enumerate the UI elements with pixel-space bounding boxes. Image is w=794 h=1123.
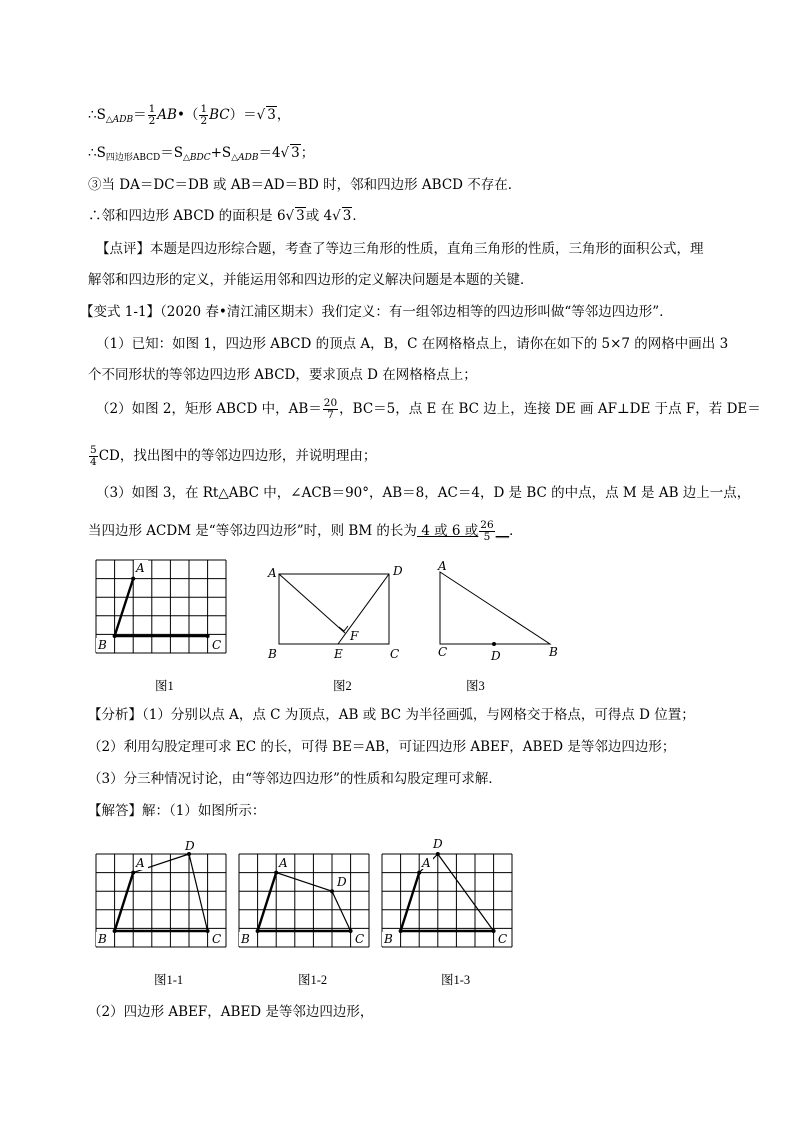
fraction xyxy=(323,398,338,421)
label-b: B xyxy=(241,932,250,946)
label-b: B xyxy=(384,932,393,946)
figure-3-triangle xyxy=(432,558,572,664)
text: ∴S xyxy=(88,107,106,123)
figure-1-3-grid xyxy=(378,834,518,950)
label-a: A xyxy=(438,559,447,573)
question-1-line-2: 个不同形状的等邻边四边形 ABCD，要求顶点 D 在网格格点上； xyxy=(88,367,477,383)
denominator: 2 xyxy=(148,115,156,127)
comment-line-2: 解邻和四边形的定义，并能运用邻和四边形的定义解决问题是本题的关键． xyxy=(88,272,534,288)
text: ∴S xyxy=(88,145,106,161)
figure-2-caption: 图2 xyxy=(333,679,352,693)
label-d: D xyxy=(393,564,403,578)
comment-line-1: 【点评】本题是四边形综合题，考查了等边三角形的性质，直角三角形的性质，三角形的面积公式，理 xyxy=(96,241,704,257)
sqrt-value: 3 xyxy=(267,107,276,123)
label-d: D xyxy=(337,875,347,889)
analysis-line-1: 【分析】（1）分别以点 A，点 C 为顶点，AB 或 BC 为半径画弧，与网格交于格点，可得点 D 位置； xyxy=(88,707,695,723)
denominator: 4 xyxy=(90,456,97,468)
denominator: 7 xyxy=(327,409,334,421)
question-1-line-1: （1）已知：如图 1，四边形 ABCD 的顶点 A，B，C 在网格格点上，请你在如下的 5×7 的网格中画出 3 xyxy=(96,336,729,352)
figure-1-grid xyxy=(92,557,232,657)
subscript: △ADB xyxy=(231,153,259,163)
label-d: D xyxy=(491,649,501,663)
text: ∴邻和四边形 ABCD 的面积是 6 xyxy=(88,208,286,224)
equation-area-adb: $\therefore S_{\triangle ADB}=$ $\frac{1}{2}$ AB•（ $\frac{1}{2}$ BC）＝√ 3， xyxy=(88,103,291,127)
numerator: 20 xyxy=(323,397,338,409)
sqrt-value: 3 xyxy=(342,208,352,224)
analysis-line-2: （2）利用勾股定理可求 EC 的长，可得 BE＝AB，可证四边形 ABEF，ABED 是等邻边四边形； xyxy=(88,739,676,755)
label-c: C xyxy=(438,645,448,659)
text: ． xyxy=(352,208,366,224)
label-b: B xyxy=(98,638,107,652)
label-b: B xyxy=(98,932,107,946)
variant-heading: 【变式 1-1】（2020 春•清江浦区期末）我们定义：有一组邻边相等的四边形叫做“等邻边四边形”． xyxy=(80,304,673,320)
label-b: B xyxy=(549,645,558,659)
text: BC xyxy=(209,107,230,123)
subscript: 四边形ABCD xyxy=(105,153,161,163)
fraction xyxy=(148,104,157,127)
subscript: △BDC xyxy=(182,153,211,163)
figure-2-rectangle xyxy=(258,560,418,664)
figure-1-3-caption: 图1-3 xyxy=(441,973,471,987)
text: ． xyxy=(509,523,523,539)
text: 或 4 xyxy=(305,208,333,224)
text: ）＝ xyxy=(229,107,257,123)
label-a: A xyxy=(136,561,145,575)
numerator: 1 xyxy=(148,103,156,115)
analysis-line-3: （3）分三种情况讨论，由“等邻边四边形”的性质和勾股定理可求解． xyxy=(88,771,502,787)
area-conclusion: ∴邻和四边形 ABCD 的面积是 6√ 3或 4√ 3． xyxy=(88,208,366,224)
numerator: 1 xyxy=(200,103,208,115)
question-3-line-1: （3）如图 3，在 Rt△ABC 中，∠ACB＝90°，AB＝8，AC＝4，D 是 BC 的中点，点 M 是 AB 边上一点， xyxy=(96,485,751,501)
text: ， xyxy=(276,107,291,123)
label-c: C xyxy=(212,638,222,652)
sqrt-value: 3 xyxy=(296,208,305,224)
fraction xyxy=(479,520,494,543)
text: ＝4 xyxy=(258,145,281,161)
label-c: C xyxy=(212,932,222,946)
case-three-line: ③当 DA＝DC＝DB 或 AB＝AD＝BD 时，邻和四边形 ABCD 不存在． xyxy=(88,177,522,193)
label-f: F xyxy=(350,629,359,643)
label-c: C xyxy=(355,932,365,946)
figure-1-2-caption: 图1-2 xyxy=(298,973,328,987)
figure-1-1-caption: 图1-1 xyxy=(154,973,184,987)
numerator: 5 xyxy=(90,444,97,456)
fraction xyxy=(199,104,208,127)
label-a: A xyxy=(136,856,145,870)
subscript: △ADB xyxy=(105,115,134,125)
text: AB xyxy=(157,107,177,123)
solution-part-2: （2）四边形 ABEF，ABED 是等邻边四边形， xyxy=(88,1004,374,1020)
denominator: 2 xyxy=(200,115,208,127)
label-a: A xyxy=(422,856,431,870)
text: •（ xyxy=(176,107,199,123)
text: 当四边形 ACDM 是“等邻边四边形”时，则 BM 的长为 xyxy=(88,523,417,539)
denominator: 5 xyxy=(483,531,491,543)
fraction xyxy=(89,445,98,468)
label-c: C xyxy=(390,647,400,661)
figure-1-2-grid xyxy=(235,838,375,950)
equation-area-abcd: $\therefore S_{四边形ABCD}=S_{\triangle BDC}+S_{\triangle ADB}=4√$ 3； xyxy=(88,145,315,163)
answer-blank xyxy=(416,519,510,543)
label-c: C xyxy=(498,932,508,946)
figure-3-caption: 图3 xyxy=(466,679,485,693)
answer: 4 或 6 或 xyxy=(416,523,479,539)
text: （2）如图 2，矩形 ABCD 中，AB＝ xyxy=(96,401,322,417)
question-2-line-2 xyxy=(88,445,376,468)
text: ＝ xyxy=(133,107,147,123)
label-a: A xyxy=(279,856,288,870)
text: ＝S xyxy=(160,145,183,161)
figure-1-1-grid xyxy=(92,838,232,950)
label-d: D xyxy=(433,837,443,851)
question-2-line-1 xyxy=(96,398,761,421)
label-b: B xyxy=(268,647,277,661)
label-a: A xyxy=(268,566,277,580)
text: ，BC＝5，点 E 在 BC 边上，连接 DE 画 AF⊥DE 于点 F，若 DE＝ xyxy=(339,401,761,417)
figure-1-caption: 图1 xyxy=(155,679,174,693)
blank: __ xyxy=(495,523,510,539)
text: +S xyxy=(210,145,232,161)
label-e: E xyxy=(334,647,343,661)
numerator: 26 xyxy=(480,519,494,531)
solution-heading: 【解答】解：（1）如图所示： xyxy=(88,803,266,819)
label-d: D xyxy=(185,839,195,853)
question-3-line-2 xyxy=(88,520,523,543)
text: ； xyxy=(300,145,315,161)
text: CD，找出图中的等邻边四边形，并说明理由； xyxy=(98,448,377,464)
sqrt-value: 3 xyxy=(291,145,300,161)
